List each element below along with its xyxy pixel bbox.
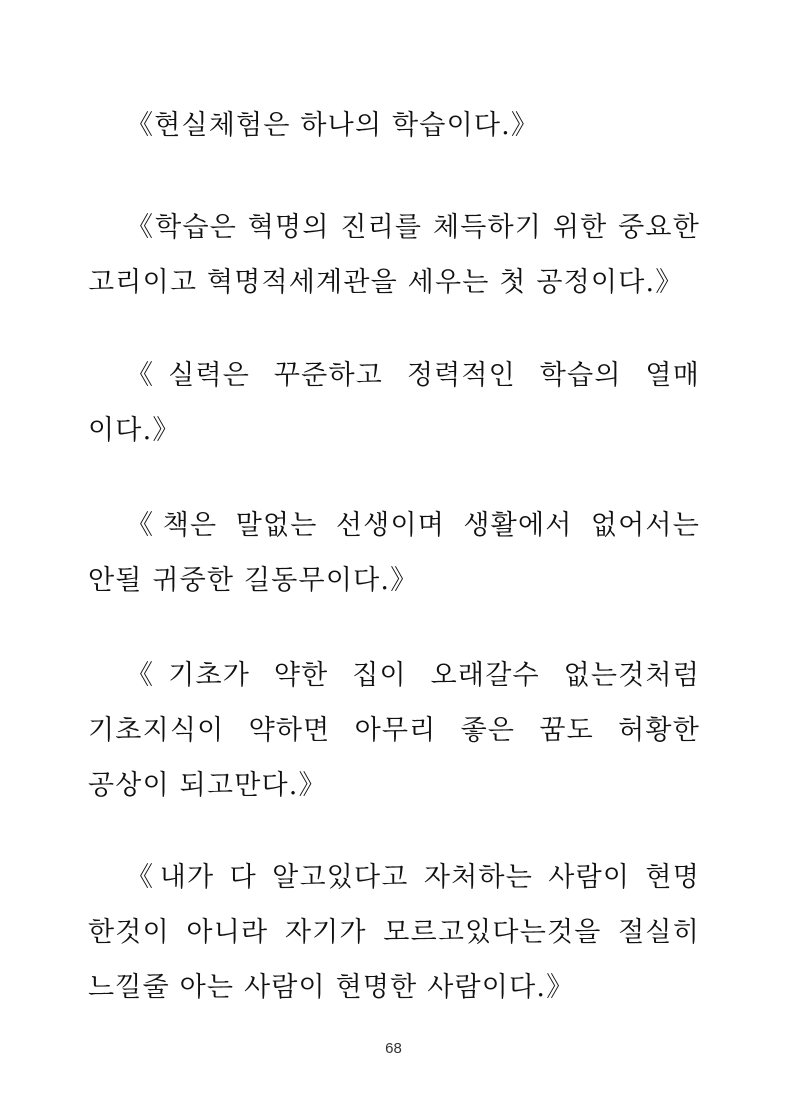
quote-line: 안될 귀중한 길동무이다.》 (88, 565, 419, 596)
quote-line: 한것이 아니라 자기가 모르고있다는것을 절실히 (88, 917, 700, 948)
quote-paragraph-6 (88, 850, 700, 1015)
quote-line: 공상이 되고만다.》 (88, 770, 327, 801)
quote-paragraph-5 (88, 648, 700, 813)
quote-line: 《현실체험은 하나의 학습이다.》 (126, 110, 540, 141)
quote-line: 《책은 말없는 선생이며 생활에서 없어서는 (126, 510, 700, 541)
quote-line: 느낄줄 아는 사람이 현명한 사람이다.》 (88, 972, 575, 1003)
quote-line: 《내가 다 알고있다고 자처하는 사람이 현명 (126, 862, 700, 893)
quote-paragraph-3 (88, 348, 700, 458)
quote-line: 《기초가 약한 집이 오래갈수 없는것처럼 (126, 660, 700, 691)
quote-line: 이다.》 (88, 415, 181, 446)
page-number: 68 (385, 1040, 402, 1057)
quote-line: 《실력은 꾸준하고 정력적인 학습의 열매 (126, 360, 700, 391)
quote-paragraph-1 (88, 98, 700, 153)
quote-line: 《학습은 혁명의 진리를 체득하기 위한 중요한 (126, 212, 700, 243)
quote-paragraph-2 (88, 200, 700, 310)
quote-paragraph-4 (88, 498, 700, 608)
quote-line: 기초지식이 약하면 아무리 좋은 꿈도 허황한 (88, 715, 700, 746)
quote-line: 고리이고 혁명적세계관을 세우는 첫 공정이다.》 (88, 267, 684, 298)
